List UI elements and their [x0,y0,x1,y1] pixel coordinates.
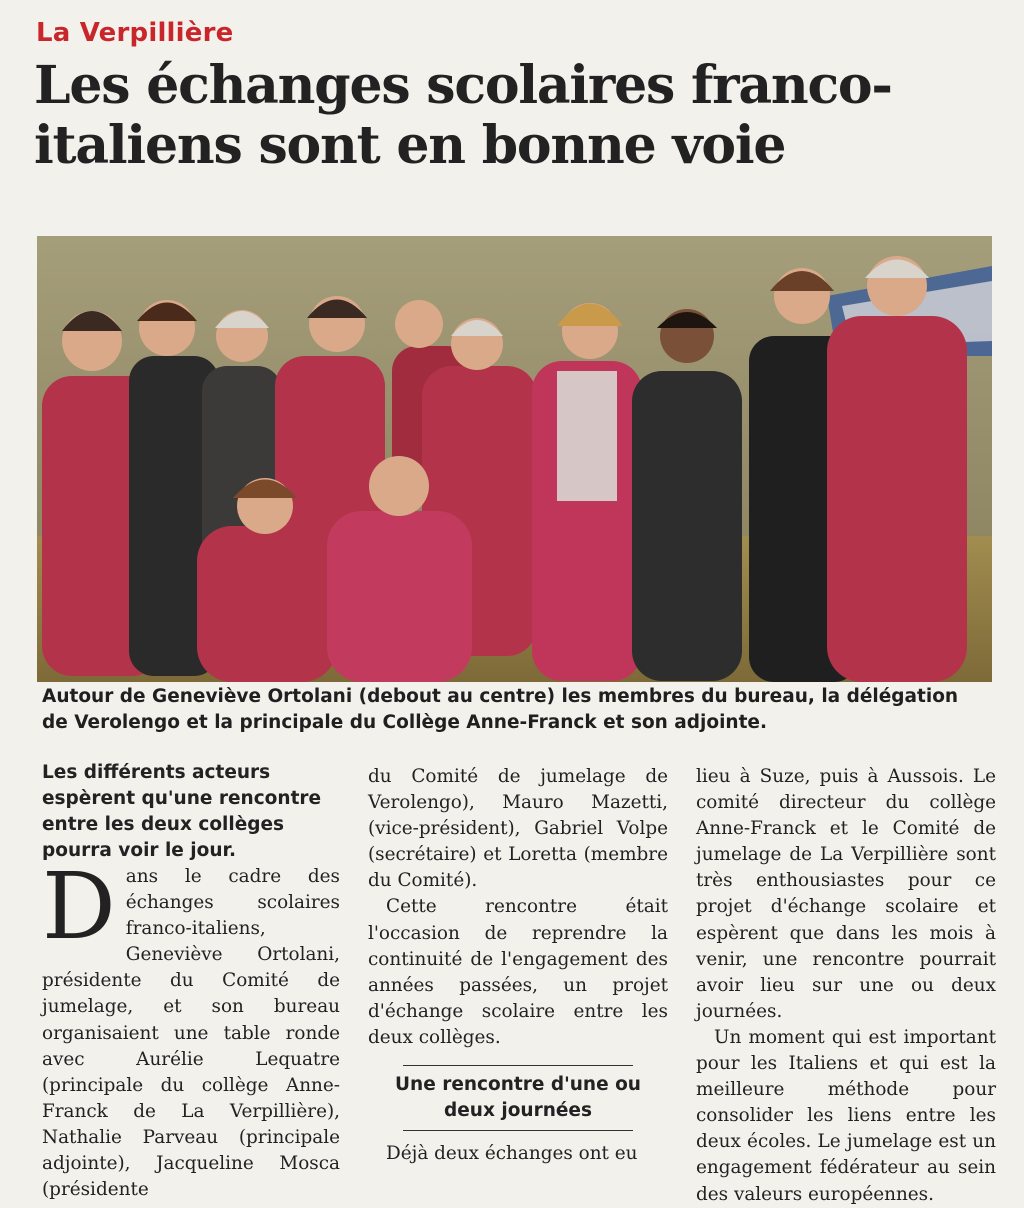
subhead-block [368,1065,668,1131]
group-photo-illustration [37,236,992,682]
subhead-rule-bottom [403,1130,633,1131]
subhead: Une rencontre d'une ou deux journées [395,1074,641,1122]
paragraph-col2-1: du Comité de jumelage de Verolengo), Mauro Mazetti, (vice-président), Gabriel Volpe (secrétaire) et Loretta (membre du Comité). [368,766,668,892]
paragraph-col2-2: Cette rencontre était l'occasion de reprendre la continuité de l'engagement des années passées, un projet d'échange scolaire entre les deux collèges. [368,896,668,1048]
paragraph-intro [42,853,340,1203]
column-3 [696,764,996,1208]
drop-cap: D [42,853,116,960]
paragraph-col3-2: Un moment qui est important pour les Italiens et qui est la meilleure méthode pour consolider les liens entre les deux écoles. Le jumelage est un engagement fédérateur au sein des valeurs européennes. [696,1026,996,1205]
group-photo [37,236,992,682]
paragraph-intro-text: ans le cadre des échanges scolaires franco-italiens, Geneviève Ortolani, présidente du Comité de jumelage, et son bureau organisaient une table ronde avec Aurélie Lequatre (principale du collège Anne-Franck de La Verpillière), Nathalie Parveau (principale adjointe), Jacqueline Mosca (présidente [42,866,340,1201]
article-headline: Les échanges scolaires franco-italiens sont en bonne voie [34,55,892,176]
photo-caption: Autour de Geneviève Ortolani (debout au centre) les membres du bureau, la délégation de Verolengo et la principale du Collège Anne-Franck et son adjointe. [42,686,959,733]
paragraph-col3-1: lieu à Suze, puis à Aussois. Le comité directeur du collège Anne-Franck et le Comité de jumelage de La Verpillière sont très enthousiastes pour ce projet d'échange scolaire et espèrent que dans les mois à venir, une rencontre pourrait avoir lieu sur une ou deux journées. [696,766,996,1022]
column-1 [42,760,340,1203]
column-2 [368,764,668,1167]
article-chapo: Les différents acteurs espèrent qu'une rencontre entre les deux collèges pourra voir le jour. [42,762,322,861]
paragraph-col2-3: Déjà deux échanges ont eu [386,1143,638,1165]
article-kicker: La Verpillière [36,18,234,48]
